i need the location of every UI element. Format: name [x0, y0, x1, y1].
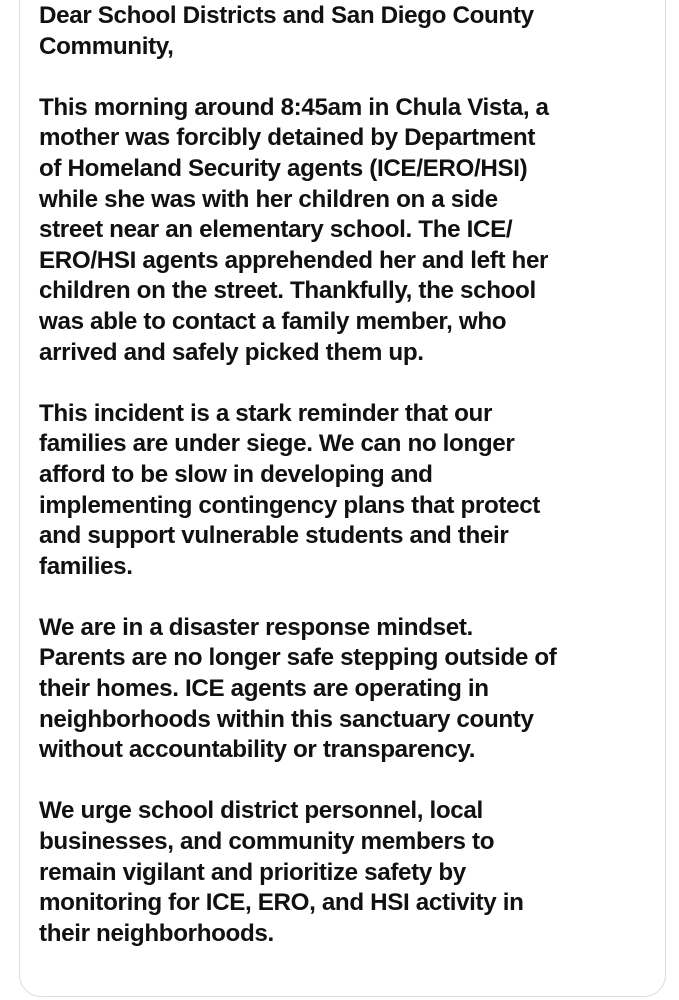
- text-line: of Homeland Security agents (ICE/ERO/HSI): [39, 154, 528, 182]
- letter-body: [39, 1, 649, 980]
- text-line: neighborhoods within this sanctuary county: [39, 705, 534, 733]
- text-line: We are in a disaster response mindset.: [39, 613, 473, 641]
- text-line: monitoring for ICE, ERO, and HSI activity in: [39, 889, 524, 917]
- text-line: families are under siege. We can no longer: [39, 430, 515, 458]
- letter-greeting: [39, 1, 649, 62]
- paragraph-disaster-response: [39, 613, 649, 766]
- text-line: implementing contingency plans that protect: [39, 491, 541, 519]
- text-line: while she was with her children on a side: [39, 185, 498, 213]
- text-line: ERO/HSI agents apprehended her and left her: [39, 246, 549, 274]
- text-line: businesses, and community members to: [39, 828, 495, 856]
- text-line: street near an elementary school. The ICE/: [39, 216, 513, 244]
- text-line: We urge school district personnel, local: [39, 797, 483, 825]
- text-line: was able to contact a family member, who: [39, 307, 507, 335]
- text-line: This incident is a stark reminder that our: [39, 399, 493, 427]
- paragraph-reminder: [39, 399, 649, 583]
- text-line: afford to be slow in developing and: [39, 460, 433, 488]
- text-line: Community,: [39, 32, 174, 60]
- text-line: mother was forcibly detained by Department: [39, 124, 536, 152]
- text-line: Dear School Districts and San Diego County: [39, 2, 534, 29]
- paragraph-urge: [39, 796, 649, 949]
- text-line: without accountability or transparency.: [39, 736, 476, 764]
- text-line: and support vulnerable students and their: [39, 522, 509, 550]
- text-line: Parents are no longer safe stepping outside of: [39, 644, 557, 672]
- text-line: their neighborhoods.: [39, 919, 274, 947]
- text-line: remain vigilant and prioritize safety by: [39, 858, 466, 886]
- text-line: their homes. ICE agents are operating in: [39, 675, 489, 703]
- paragraph-incident: [39, 93, 649, 368]
- text-line: children on the street. Thankfully, the school: [39, 277, 536, 305]
- text-line: arrived and safely picked them up.: [39, 338, 424, 366]
- text-line: families.: [39, 552, 133, 580]
- text-line: This morning around 8:45am in Chula Vista, a: [39, 93, 549, 121]
